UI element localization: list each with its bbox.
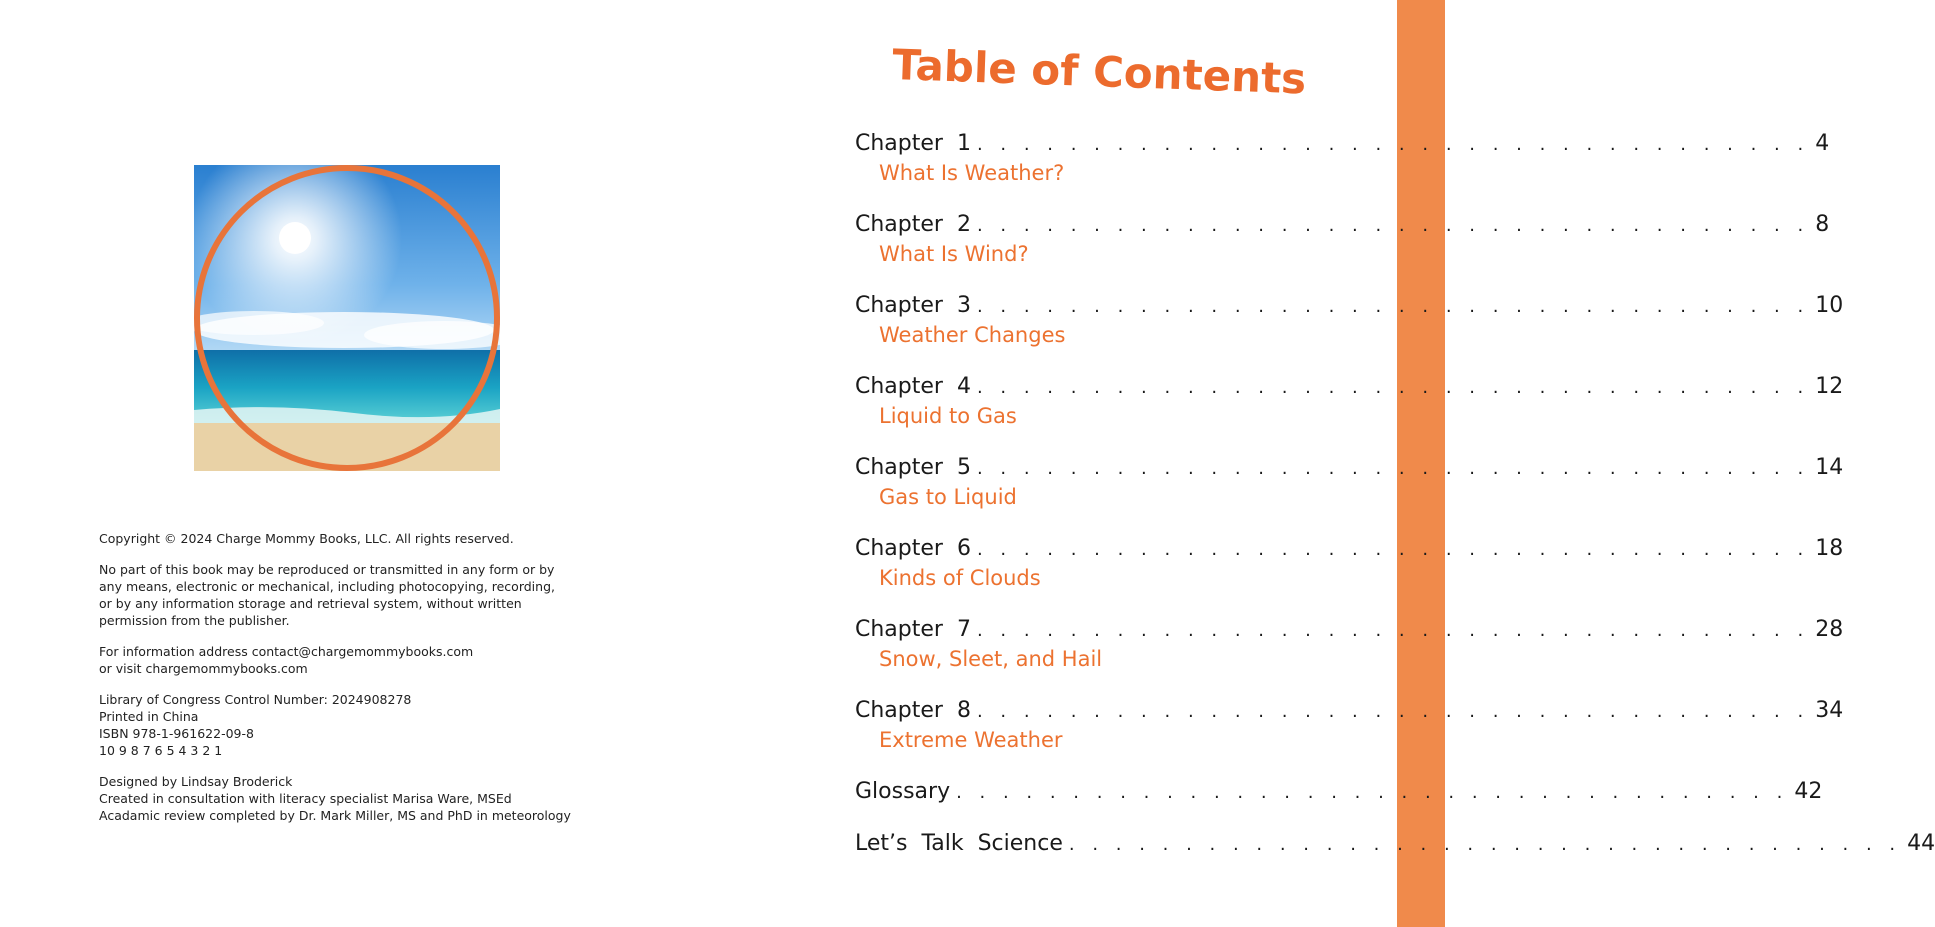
catalog-line: 10 9 8 7 6 5 4 3 2 1 <box>99 743 223 758</box>
rights-line: permission from the publisher. <box>99 613 290 628</box>
toc-leader-dots: . . . . . . . . . . . . . . . . . . . . . . . . . . . . . . . . . . . . <box>976 134 1810 155</box>
toc-leader-dots: . . . . . . . . . . . . . . . . . . . . . . . . . . . . . . . . . . . . <box>976 701 1810 722</box>
toc-label: Chapter 2 <box>855 212 971 237</box>
toc-subtitle: What Is Wind? <box>879 242 1029 266</box>
copyright-notice <box>99 530 579 838</box>
toc-subtitle: What Is Weather? <box>879 161 1065 185</box>
toc-leader-dots: . . . . . . . . . . . . . . . . . . . . . . . . . . . . . . . . . . . . <box>1068 834 1902 855</box>
toc-page-number: 42 <box>1794 779 1823 804</box>
toc-label: Chapter 8 <box>855 698 971 723</box>
toc-entry[interactable] <box>855 374 1844 434</box>
toc-page-number: 28 <box>1815 617 1844 642</box>
toc-entry[interactable] <box>855 617 1844 677</box>
toc-label: Chapter 6 <box>855 536 971 561</box>
catalog-line: Library of Congress Control Number: 2024908278 <box>99 692 412 707</box>
toc-entry[interactable] <box>855 779 1823 809</box>
toc-label: Chapter 4 <box>855 374 971 399</box>
toc-title: Table of Contents <box>891 40 1307 104</box>
toc-page-number: 14 <box>1815 455 1844 480</box>
toc-leader-dots: . . . . . . . . . . . . . . . . . . . . . . . . . . . . . . . . . . . . <box>976 539 1810 560</box>
rights-line: any means, electronic or mechanical, including photocopying, recording, <box>99 579 555 594</box>
toc-page-number: 18 <box>1815 536 1844 561</box>
toc-entry[interactable] <box>855 536 1844 596</box>
catalog-line: ISBN 978-1-961622-09-8 <box>99 726 254 741</box>
sunny-beach-image <box>194 165 500 471</box>
catalog-paragraph <box>99 691 579 759</box>
toc-entry[interactable] <box>855 293 1844 353</box>
toc-subtitle: Weather Changes <box>879 323 1066 347</box>
toc-leader-dots: . . . . . . . . . . . . . . . . . . . . . . . . . . . . . . . . . . . . <box>976 296 1810 317</box>
toc-page-number: 10 <box>1815 293 1844 318</box>
toc-label: Chapter 7 <box>855 617 971 642</box>
toc-label: Chapter 5 <box>855 455 971 480</box>
toc-label: Chapter 3 <box>855 293 971 318</box>
toc-leader-dots: . . . . . . . . . . . . . . . . . . . . . . . . . . . . . . . . . . . . <box>976 620 1810 641</box>
toc-entry[interactable] <box>855 455 1844 515</box>
copyright-line: Copyright © 2024 Charge Mommy Books, LLC. All rights reserved. <box>99 531 514 546</box>
toc-page-number: 34 <box>1815 698 1844 723</box>
toc-page-number: 4 <box>1815 131 1830 156</box>
contact-line: or visit chargemommybooks.com <box>99 661 308 676</box>
toc-label: Glossary <box>855 779 951 804</box>
toc-subtitle: Gas to Liquid <box>879 485 1017 509</box>
toc-page-number: 8 <box>1815 212 1830 237</box>
toc-leader-dots: . . . . . . . . . . . . . . . . . . . . . . . . . . . . . . . . . . . . <box>976 458 1810 479</box>
credits-line: Acadamic review completed by Dr. Mark Miller, MS and PhD in meteorology <box>99 808 571 823</box>
credits-paragraph <box>99 773 579 824</box>
toc-subtitle: Kinds of Clouds <box>879 566 1041 590</box>
credits-line: Designed by Lindsay Broderick <box>99 774 293 789</box>
rights-paragraph <box>99 561 579 629</box>
rights-line: No part of this book may be reproduced or transmitted in any form or by <box>99 562 555 577</box>
toc-leader-dots: . . . . . . . . . . . . . . . . . . . . . . . . . . . . . . . . . . . . <box>956 782 1789 803</box>
rights-line: or by any information storage and retrieval system, without written <box>99 596 522 611</box>
toc-leader-dots: . . . . . . . . . . . . . . . . . . . . . . . . . . . . . . . . . . . . <box>976 215 1810 236</box>
catalog-line: Printed in China <box>99 709 199 724</box>
toc-subtitle: Extreme Weather <box>879 728 1063 752</box>
toc-subtitle: Liquid to Gas <box>879 404 1017 428</box>
contact-line: For information address contact@chargemommybooks.com <box>99 644 474 659</box>
toc-entry[interactable] <box>855 131 1830 191</box>
toc-entry[interactable] <box>855 698 1844 758</box>
toc-page-number: 44 <box>1907 831 1935 856</box>
toc-label: Let’s Talk Science <box>855 831 1063 856</box>
credits-line: Created in consultation with literacy specialist Marisa Ware, MSEd <box>99 791 512 806</box>
toc-leader-dots: . . . . . . . . . . . . . . . . . . . . . . . . . . . . . . . . . . . . <box>976 377 1810 398</box>
toc-entry[interactable] <box>855 831 1935 861</box>
toc-label: Chapter 1 <box>855 131 971 156</box>
toc-subtitle: Snow, Sleet, and Hail <box>879 647 1103 671</box>
toc-entry[interactable] <box>855 212 1830 272</box>
toc-page-number: 12 <box>1815 374 1844 399</box>
contact-paragraph <box>99 643 579 677</box>
